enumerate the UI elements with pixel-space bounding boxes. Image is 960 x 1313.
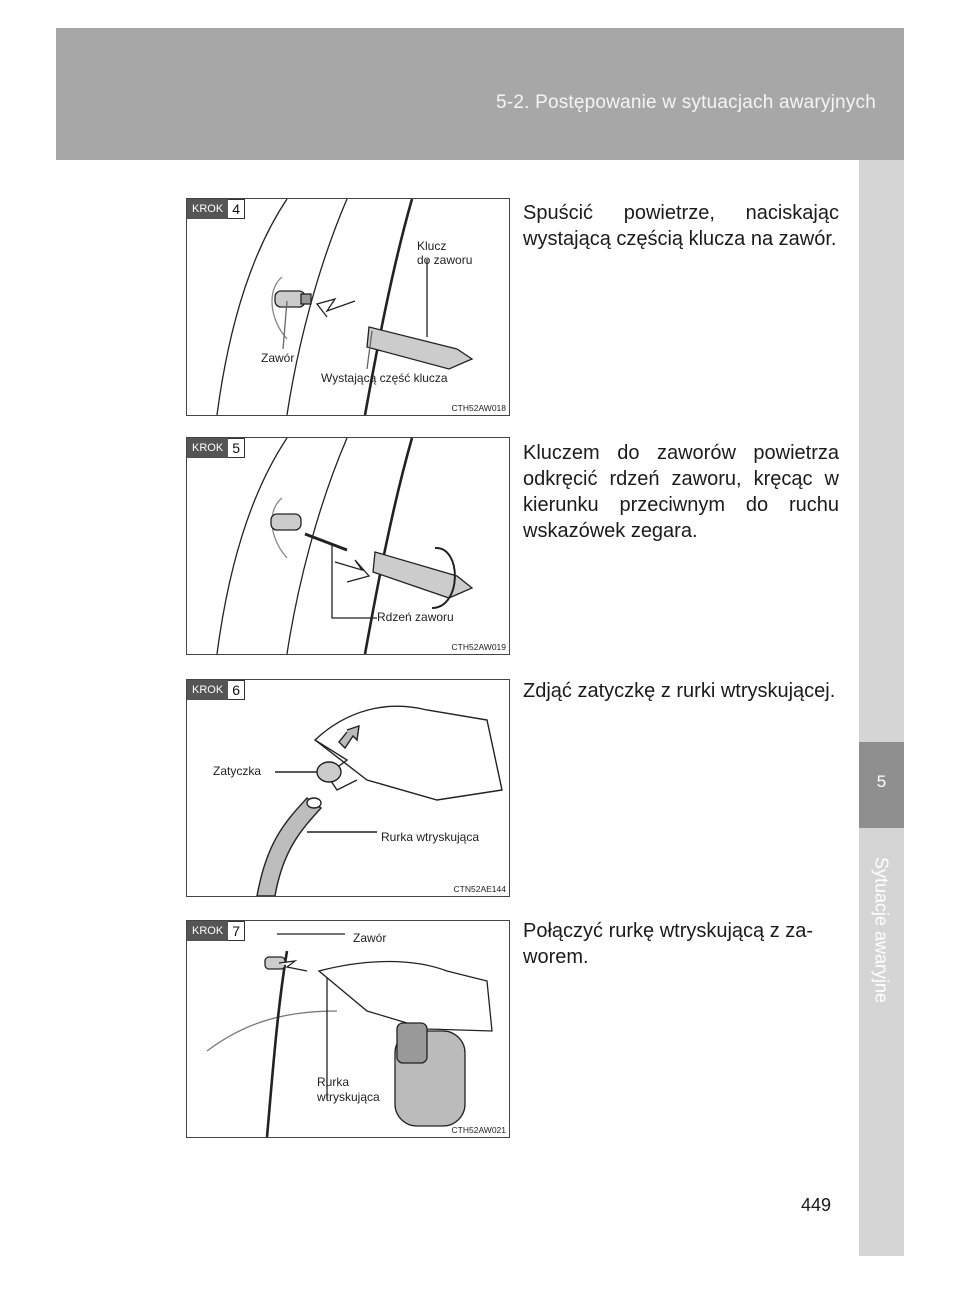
chapter-number: 5 [876, 772, 887, 791]
label-cap: Zatyczka [213, 764, 262, 778]
label-valve-key: Klucz do zaworu [417, 239, 473, 267]
label-valve: Zawór [261, 351, 295, 365]
step-badge-word: KROK [187, 438, 228, 458]
step-7-badge [187, 921, 245, 941]
step-6-badge [187, 680, 245, 700]
chapter-side-strip [859, 160, 904, 1256]
label-valve-core: Rdzeń zaworu [377, 610, 454, 624]
figure-code: CTH52AW019 [451, 642, 506, 652]
step-badge-number: 4 [228, 199, 245, 219]
step-4-illustration [186, 198, 510, 416]
step-badge-word: KROK [187, 921, 228, 941]
step-6-drawing [187, 680, 509, 896]
step-badge-number: 7 [228, 921, 245, 941]
label-tube: Rurka wtryskująca [317, 1075, 380, 1104]
label-key-tip: Wystającą część klucza [321, 371, 448, 385]
step-7-illustration [186, 920, 510, 1138]
step-5-drawing [187, 438, 509, 654]
step-5-illustration [186, 437, 510, 655]
step-6-text: Zdjąć zatyczkę z rurki wtryskującej. [523, 680, 836, 702]
step-6-illustration [186, 679, 510, 897]
figure-code: CTH52AW021 [451, 1125, 506, 1135]
step-4-text: Spuścić powietrze, naciskając wystającą częścią klucza na zawór. [523, 202, 839, 250]
step-5-badge [187, 438, 245, 458]
step-7-text: Połączyć rurkę wtryskującą z za-worem. [523, 920, 814, 968]
section-title: 5-2. Postępowanie w sytuacjach awaryjnych [496, 92, 876, 113]
label-tube: Rurka wtryskująca [381, 830, 480, 844]
step-4-badge [187, 199, 245, 219]
step-badge-number: 5 [228, 438, 245, 458]
step-badge-number: 6 [228, 680, 245, 700]
figure-code: CTH52AW018 [451, 403, 506, 413]
page-header [56, 28, 904, 160]
figure-code: CTN52AE144 [453, 884, 506, 894]
step-badge-word: KROK [187, 680, 228, 700]
label-valve: Zawór [353, 931, 387, 945]
page-number: 449 [801, 1195, 832, 1215]
step-5-text: Kluczem do zaworów powietrza odkręcić rdzeń zaworu, kręcąc w kierunku przeciwnym do ruchu wskazówek zegara. [523, 442, 839, 542]
chapter-label: Sytuacje awaryjne [871, 856, 892, 1004]
step-badge-word: KROK [187, 199, 228, 219]
